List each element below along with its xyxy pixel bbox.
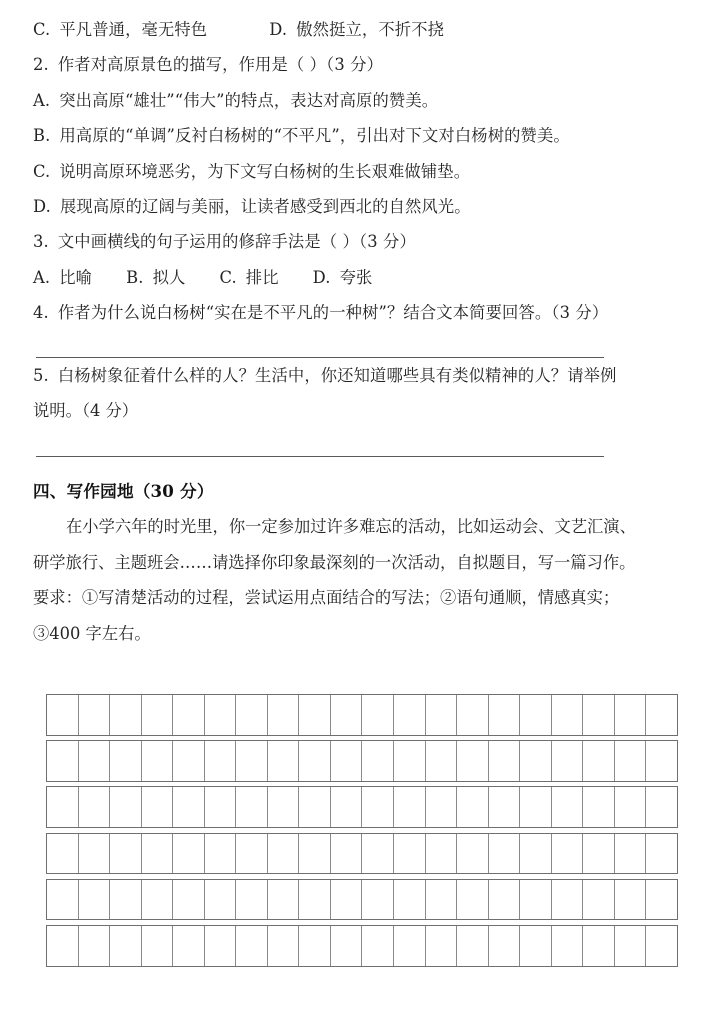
question-2-option-c <box>33 154 691 189</box>
composition-grid-cell[interactable] <box>331 880 363 920</box>
composition-grid-cell[interactable] <box>362 695 394 735</box>
composition-grid-cell[interactable] <box>362 880 394 920</box>
composition-grid-cell[interactable] <box>236 741 268 781</box>
question-5-stem-line-2: 说明。（4 分） <box>33 401 139 421</box>
composition-grid-cell[interactable] <box>173 787 205 827</box>
question-5-stem-line-1 <box>33 358 691 393</box>
composition-grid-cell[interactable] <box>520 787 552 827</box>
composition-grid-cell[interactable] <box>268 695 300 735</box>
composition-grid-cell[interactable] <box>520 880 552 920</box>
composition-grid-cell[interactable] <box>457 695 489 735</box>
composition-grid-cell[interactable] <box>268 834 300 874</box>
composition-grid-cell[interactable] <box>646 926 677 966</box>
composition-grid-cell[interactable] <box>615 787 647 827</box>
composition-grid-cell[interactable] <box>615 926 647 966</box>
composition-grid-cell[interactable] <box>331 695 363 735</box>
question-2-option-b <box>33 118 691 153</box>
composition-grid-cell[interactable] <box>394 787 426 827</box>
composition-grid-cell[interactable] <box>142 834 174 874</box>
composition-grid-cell[interactable] <box>583 834 615 874</box>
composition-grid-row[interactable] <box>46 694 678 736</box>
composition-grid-cell[interactable] <box>394 926 426 966</box>
composition-grid-cell[interactable] <box>615 695 647 735</box>
composition-grid-cell[interactable] <box>173 880 205 920</box>
composition-grid-cell[interactable] <box>552 880 584 920</box>
option-c-text: 说明高原环境恶劣，为下文写白杨树的生长艰难做铺垫。 <box>59 161 471 181</box>
composition-grid-cell[interactable] <box>142 695 174 735</box>
composition-grid-cell[interactable] <box>236 880 268 920</box>
option-c-label: C. <box>33 161 51 181</box>
composition-grid-cell[interactable] <box>426 880 458 920</box>
question-5-answer-space <box>33 428 691 456</box>
composition-grid-cell[interactable] <box>299 880 331 920</box>
composition-grid-cell[interactable] <box>426 787 458 827</box>
composition-grid-cell[interactable] <box>79 926 111 966</box>
composition-grid-cell[interactable] <box>173 741 205 781</box>
composition-grid-cell[interactable] <box>47 834 79 874</box>
question-2-text: 作者对高原景色的描写，作用是（ ）（3 分） <box>57 55 384 75</box>
question-2-option-a <box>33 83 691 118</box>
composition-grid-cell[interactable] <box>47 787 79 827</box>
option-a-text: 比喻 <box>59 267 93 287</box>
composition-grid-cell[interactable] <box>236 834 268 874</box>
composition-grid-cell[interactable] <box>173 695 205 735</box>
option-b-label: B. <box>33 126 51 146</box>
composition-grid-cell[interactable] <box>520 834 552 874</box>
composition-grid-row[interactable] <box>46 833 678 875</box>
option-d-text: 傲然挺立，不折不挠 <box>296 20 445 39</box>
composition-grid-cell[interactable] <box>552 926 584 966</box>
question-4-number: 4. <box>33 303 49 323</box>
composition-grid-cell[interactable] <box>173 834 205 874</box>
composition-grid-cell[interactable] <box>110 787 142 827</box>
composition-grid-cell[interactable] <box>646 741 677 781</box>
composition-grid-cell[interactable] <box>362 834 394 874</box>
composition-grid-cell[interactable] <box>142 741 174 781</box>
composition-grid-cell[interactable] <box>173 926 205 966</box>
composition-grid-cell[interactable] <box>47 926 79 966</box>
question-3-stem <box>33 224 691 259</box>
composition-grid-cell[interactable] <box>205 787 237 827</box>
composition-grid-cell[interactable] <box>47 880 79 920</box>
composition-grid-cell[interactable] <box>299 926 331 966</box>
composition-grid-cell[interactable] <box>268 926 300 966</box>
option-d-text: 夸张 <box>339 267 373 287</box>
composition-grid-cell[interactable] <box>646 695 677 735</box>
composition-grid-cell[interactable] <box>110 926 142 966</box>
composition-grid-cell[interactable] <box>646 880 677 920</box>
composition-grid-cell[interactable] <box>236 926 268 966</box>
option-d-label: D. <box>269 20 288 39</box>
option-a-text: 突出高原“雄壮”“伟大”的特点，表达对高原的赞美。 <box>59 90 439 110</box>
composition-grid-cell[interactable] <box>110 834 142 874</box>
writing-section-heading: 四、写作园地（30 分） <box>33 481 214 502</box>
option-c-text: 排比 <box>245 267 279 287</box>
composition-grid-cell[interactable] <box>110 880 142 920</box>
writing-prompt-line-4: ③400 字左右。 <box>33 623 151 643</box>
composition-grid-cell[interactable] <box>299 787 331 827</box>
question-1-options-cd <box>33 12 691 47</box>
composition-grid-cell[interactable] <box>615 834 647 874</box>
question-5-number: 5. <box>33 365 49 385</box>
question-2-stem <box>33 47 691 82</box>
composition-grid-cell[interactable] <box>489 741 521 781</box>
option-c-label: C. <box>33 20 51 39</box>
composition-grid-cell[interactable] <box>457 834 489 874</box>
composition-grid-cell[interactable] <box>394 834 426 874</box>
composition-grid-cell[interactable] <box>79 834 111 874</box>
composition-grid-row[interactable] <box>46 925 678 967</box>
composition-grid-cell[interactable] <box>583 787 615 827</box>
composition-grid-cell[interactable] <box>205 834 237 874</box>
option-c-text: 平凡普通，毫无特色 <box>59 20 208 39</box>
composition-grid-cell[interactable] <box>552 741 584 781</box>
composition-grid-cell[interactable] <box>331 926 363 966</box>
composition-grid-cell[interactable] <box>583 926 615 966</box>
composition-grid-cell[interactable] <box>205 695 237 735</box>
composition-grid-cell[interactable] <box>489 834 521 874</box>
composition-grid-cell[interactable] <box>236 695 268 735</box>
composition-grid-cell[interactable] <box>362 787 394 827</box>
composition-grid-row[interactable] <box>46 879 678 921</box>
composition-grid-cell[interactable] <box>426 834 458 874</box>
composition-grid-cell[interactable] <box>457 926 489 966</box>
composition-grid-cell[interactable] <box>552 695 584 735</box>
composition-grid-cell[interactable] <box>268 787 300 827</box>
composition-grid-cell[interactable] <box>142 926 174 966</box>
composition-grid-cell[interactable] <box>79 741 111 781</box>
composition-grid-cell[interactable] <box>268 880 300 920</box>
option-d-label: D. <box>312 267 331 287</box>
composition-grid-cell[interactable] <box>268 741 300 781</box>
composition-grid-cell[interactable] <box>426 926 458 966</box>
composition-grid-cell[interactable] <box>426 695 458 735</box>
writing-prompt-line-2: 研学旅行、主题班会……请选择你印象最深刻的一次活动，自拟题目，写一篇习作。 <box>33 552 636 572</box>
composition-grid-cell[interactable] <box>236 787 268 827</box>
composition-grid-cell[interactable] <box>394 741 426 781</box>
composition-grid-cell[interactable] <box>489 787 521 827</box>
composition-grid-cell[interactable] <box>47 695 79 735</box>
option-d-text: 展现高原的辽阔与美丽，让读者感受到西北的自然风光。 <box>59 197 471 217</box>
option-a-label: A. <box>33 90 51 110</box>
composition-grid-cell[interactable] <box>142 787 174 827</box>
question-4-answer-space <box>33 331 691 357</box>
composition-grid-cell[interactable] <box>646 787 677 827</box>
composition-grid-cell[interactable] <box>583 695 615 735</box>
composition-grid-cell[interactable] <box>583 741 615 781</box>
composition-grid-cell[interactable] <box>489 880 521 920</box>
composition-grid-cell[interactable] <box>331 741 363 781</box>
option-b-label: B. <box>126 267 144 287</box>
composition-grid-cell[interactable] <box>426 741 458 781</box>
page-content <box>33 12 691 651</box>
composition-grid[interactable] <box>46 694 678 967</box>
option-a-label: A. <box>33 267 51 287</box>
composition-grid-cell[interactable] <box>520 695 552 735</box>
composition-grid-cell[interactable] <box>205 741 237 781</box>
question-5-text-part-1: 白杨树象征着什么样的人？生活中，你还知道哪些具有类似精神的人？请举例 <box>57 365 617 385</box>
composition-grid-cell[interactable] <box>79 787 111 827</box>
composition-grid-cell[interactable] <box>331 787 363 827</box>
writing-prompt-line-1: 在小学六年的时光里，你一定参加过许多难忘的活动，比如运动会、文艺汇演、 <box>66 517 636 537</box>
composition-grid-cell[interactable] <box>457 880 489 920</box>
composition-grid-cell[interactable] <box>205 926 237 966</box>
composition-grid-cell[interactable] <box>47 741 79 781</box>
composition-grid-cell[interactable] <box>79 880 111 920</box>
section-gap <box>33 457 691 473</box>
composition-grid-cell[interactable] <box>362 926 394 966</box>
question-3-options <box>33 260 691 295</box>
question-2-option-d <box>33 189 691 224</box>
option-d-label: D. <box>33 197 51 217</box>
composition-grid-cell[interactable] <box>583 880 615 920</box>
composition-grid-cell[interactable] <box>394 880 426 920</box>
composition-grid-cell[interactable] <box>110 695 142 735</box>
composition-grid-cell[interactable] <box>489 695 521 735</box>
composition-grid-cell[interactable] <box>615 880 647 920</box>
composition-grid-cell[interactable] <box>362 741 394 781</box>
composition-grid-cell[interactable] <box>205 880 237 920</box>
composition-grid-cell[interactable] <box>552 834 584 874</box>
composition-grid-row[interactable] <box>46 740 678 782</box>
composition-grid-cell[interactable] <box>552 787 584 827</box>
composition-grid-row[interactable] <box>46 786 678 828</box>
composition-grid-cell[interactable] <box>299 741 331 781</box>
composition-grid-cell[interactable] <box>394 695 426 735</box>
composition-grid-cell[interactable] <box>457 787 489 827</box>
option-c-label: C. <box>219 267 237 287</box>
composition-grid-cell[interactable] <box>646 834 677 874</box>
composition-grid-cell[interactable] <box>299 695 331 735</box>
composition-grid-cell[interactable] <box>299 834 331 874</box>
composition-grid-cell[interactable] <box>520 741 552 781</box>
question-2-number: 2. <box>33 55 49 75</box>
composition-grid-cell[interactable] <box>457 741 489 781</box>
composition-grid-cell[interactable] <box>79 695 111 735</box>
composition-grid-cell[interactable] <box>142 880 174 920</box>
question-3-number: 3. <box>33 232 49 252</box>
option-b-text: 拟人 <box>152 267 186 287</box>
question-4-text: 作者为什么说白杨树“实在是不平凡的一种树”？结合文本简要回答。（3 分） <box>57 303 609 323</box>
composition-grid-cell[interactable] <box>615 741 647 781</box>
question-4-stem <box>33 295 691 330</box>
option-b-text: 用高原的“单调”反衬白杨树的“不平凡”，引出对下文对白杨树的赞美。 <box>59 126 570 146</box>
composition-grid-cell[interactable] <box>520 926 552 966</box>
composition-grid-cell[interactable] <box>110 741 142 781</box>
composition-grid-cell[interactable] <box>331 834 363 874</box>
question-3-text: 文中画横线的句子运用的修辞手法是（ ）（3 分） <box>57 232 416 252</box>
writing-prompt-line-3: 要求：①写清楚活动的过程，尝试运用点面结合的写法；②语句通顺，情感真实； <box>33 588 620 608</box>
composition-grid-cell[interactable] <box>489 926 521 966</box>
